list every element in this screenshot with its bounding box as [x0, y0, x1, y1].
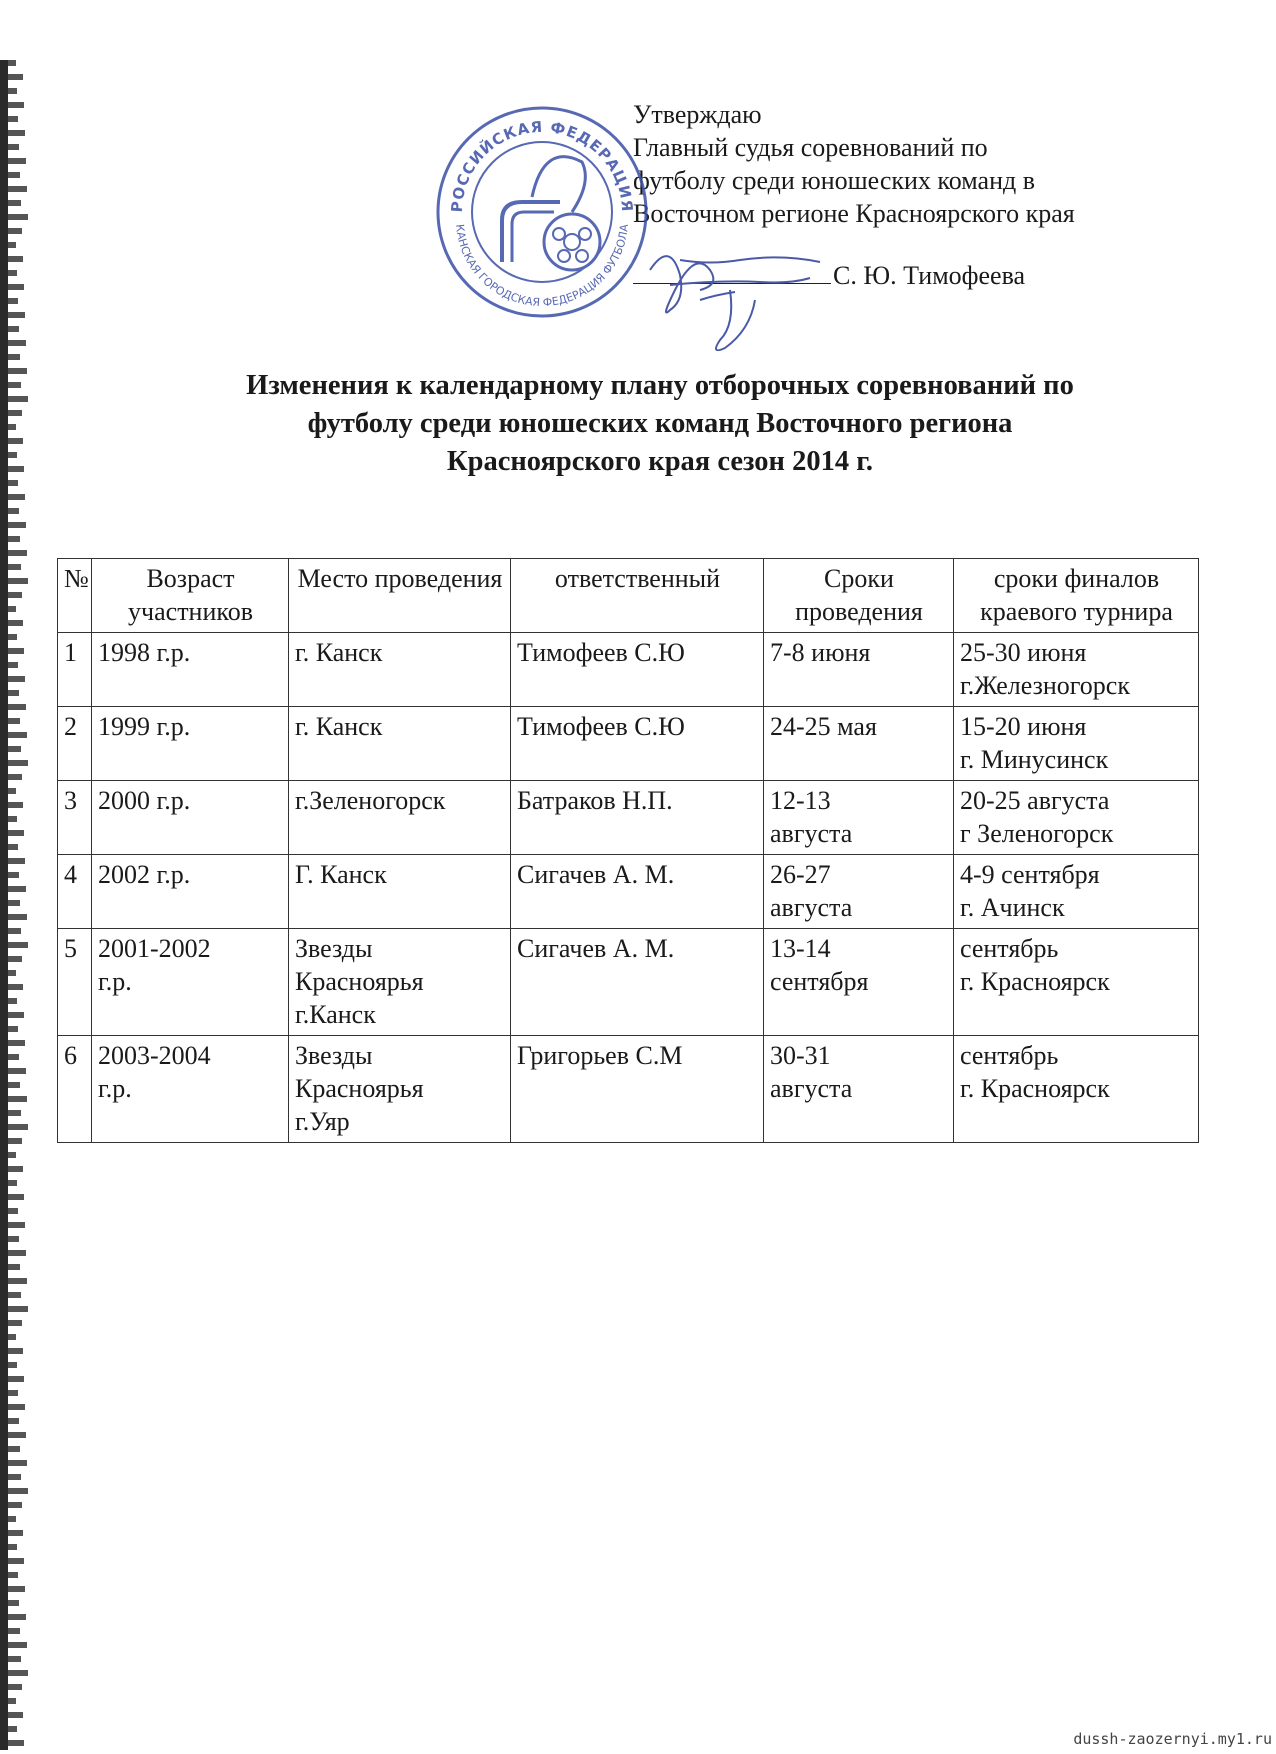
cell-number: 1	[58, 633, 92, 707]
cell-place	[289, 781, 511, 855]
cell-age-line: 2003-2004	[98, 1041, 211, 1070]
cell-responsible: Тимофеев С.Ю	[511, 633, 764, 707]
cell-finals	[954, 781, 1199, 855]
cell-place-line: г.Канск	[295, 1000, 376, 1029]
cell-dates-line: 24-25 мая	[770, 712, 877, 741]
cell-dates-line: 26-27	[770, 860, 831, 889]
approval-line: Восточном регионе Красноярского края	[633, 199, 1075, 228]
cell-finals	[954, 707, 1199, 781]
cell-place	[289, 633, 511, 707]
svg-text:РОССИЙСКАЯ ФЕДЕРАЦИЯ: РОССИЙСКАЯ ФЕДЕРАЦИЯ	[447, 117, 637, 213]
cell-responsible: Тимофеев С.Ю	[511, 707, 764, 781]
header-place: Место проведения	[289, 559, 511, 633]
cell-dates	[764, 1036, 954, 1143]
cell-place	[289, 1036, 511, 1143]
cell-number: 2	[58, 707, 92, 781]
cell-dates-line: 12-13	[770, 786, 831, 815]
approval-line: футболу среди юношеских команд в	[633, 166, 1035, 195]
svg-text:КАНСКАЯ ГОРОДСКАЯ ФЕДЕРАЦИЯ ФУ: КАНСКАЯ ГОРОДСКАЯ ФЕДЕРАЦИЯ ФУТБОЛА	[453, 223, 631, 310]
cell-age	[92, 633, 289, 707]
document-title	[120, 367, 1200, 481]
cell-age-line: 2002 г.р.	[98, 860, 191, 889]
handwritten-signature	[640, 230, 860, 360]
cell-place	[289, 707, 511, 781]
cell-age-line: г.р.	[98, 1074, 132, 1103]
cell-finals-line: г. Ачинск	[960, 893, 1065, 922]
title-line: футболу среди юношеских команд Восточного региона	[307, 408, 1013, 439]
cell-place-line: Красноярья	[295, 967, 424, 996]
cell-dates-line: августа	[770, 893, 853, 922]
table-body	[58, 633, 1199, 1143]
cell-finals	[954, 929, 1199, 1036]
cell-place-line: г.Уяр	[295, 1107, 350, 1136]
cell-dates-line: 30-31	[770, 1041, 831, 1070]
cell-dates	[764, 707, 954, 781]
header-dates: Сроки проведения	[764, 559, 954, 633]
cell-finals	[954, 855, 1199, 929]
cell-age-line: 1998 г.р.	[98, 638, 191, 667]
cell-finals-line: г. Красноярск	[960, 1074, 1110, 1103]
cell-number: 4	[58, 855, 92, 929]
cell-age-line: г.р.	[98, 967, 132, 996]
cell-finals	[954, 1036, 1199, 1143]
cell-age	[92, 855, 289, 929]
cell-finals-line: сентябрь	[960, 1041, 1059, 1070]
cell-place	[289, 855, 511, 929]
table-row	[58, 781, 1199, 855]
table-row	[58, 929, 1199, 1036]
title-line: Изменения к календарному плану отборочных соревнований по	[246, 370, 1074, 401]
cell-dates	[764, 633, 954, 707]
cell-dates	[764, 781, 954, 855]
header-responsible: ответственный	[511, 559, 764, 633]
official-stamp	[432, 102, 652, 322]
cell-age	[92, 929, 289, 1036]
table-row	[58, 855, 1199, 929]
cell-place	[289, 929, 511, 1036]
cell-finals-line: г. Минусинск	[960, 745, 1109, 774]
cell-finals-line: г.Железногорск	[960, 671, 1130, 700]
cell-age	[92, 781, 289, 855]
signer-name: С. Ю. Тимофеева	[833, 261, 1026, 290]
table-row	[58, 633, 1199, 707]
cell-finals-line: сентябрь	[960, 934, 1059, 963]
cell-dates	[764, 855, 954, 929]
header-finals: сроки финалов краевого турнира	[954, 559, 1199, 633]
table-header-row	[58, 559, 1199, 633]
cell-number: 5	[58, 929, 92, 1036]
cell-age-line: 2000 г.р.	[98, 786, 191, 815]
table-row	[58, 707, 1199, 781]
schedule-table	[57, 558, 1199, 1143]
cell-responsible: Сигачев А. М.	[511, 855, 764, 929]
table-row	[58, 1036, 1199, 1143]
cell-age	[92, 707, 289, 781]
cell-place-line: г. Канск	[295, 712, 383, 741]
cell-dates-line: августа	[770, 819, 853, 848]
cell-dates-line: августа	[770, 1074, 853, 1103]
cell-number: 6	[58, 1036, 92, 1143]
cell-responsible: Сигачев А. М.	[511, 929, 764, 1036]
cell-place-line: Звезды	[295, 934, 373, 963]
cell-finals-line: 4-9 сентября	[960, 860, 1100, 889]
cell-place-line: Звезды	[295, 1041, 373, 1070]
cell-dates-line: 7-8 июня	[770, 638, 871, 667]
cell-age-line: 2001-2002	[98, 934, 211, 963]
cell-place-line: Красноярья	[295, 1074, 424, 1103]
cell-finals	[954, 633, 1199, 707]
site-watermark: dussh-zaozernyi.my1.ru	[1073, 1730, 1272, 1748]
cell-responsible: Батраков Н.П.	[511, 781, 764, 855]
cell-age	[92, 1036, 289, 1143]
cell-age-line: 1999 г.р.	[98, 712, 191, 741]
approval-heading: Утверждаю	[633, 100, 762, 129]
cell-responsible: Григорьев С.М	[511, 1036, 764, 1143]
cell-dates-line: 13-14	[770, 934, 831, 963]
cell-place-line: г. Канск	[295, 638, 383, 667]
cell-finals-line: 20-25 августа	[960, 786, 1110, 815]
cell-dates-line: сентября	[770, 967, 869, 996]
header-number: №	[58, 559, 92, 633]
cell-dates	[764, 929, 954, 1036]
cell-finals-line: г Зеленогорск	[960, 819, 1114, 848]
title-line: Красноярского края сезон 2014 г.	[446, 446, 874, 477]
cell-finals-line: г. Красноярск	[960, 967, 1110, 996]
cell-finals-line: 15-20 июня	[960, 712, 1087, 741]
scan-edge	[0, 60, 42, 1750]
cell-place-line: г.Зеленогорск	[295, 786, 446, 815]
approval-line: Главный судья соревнований по	[633, 133, 988, 162]
header-age: Возраст участников	[92, 559, 289, 633]
cell-number: 3	[58, 781, 92, 855]
cell-finals-line: 25-30 июня	[960, 638, 1087, 667]
cell-place-line: Г. Канск	[295, 860, 387, 889]
